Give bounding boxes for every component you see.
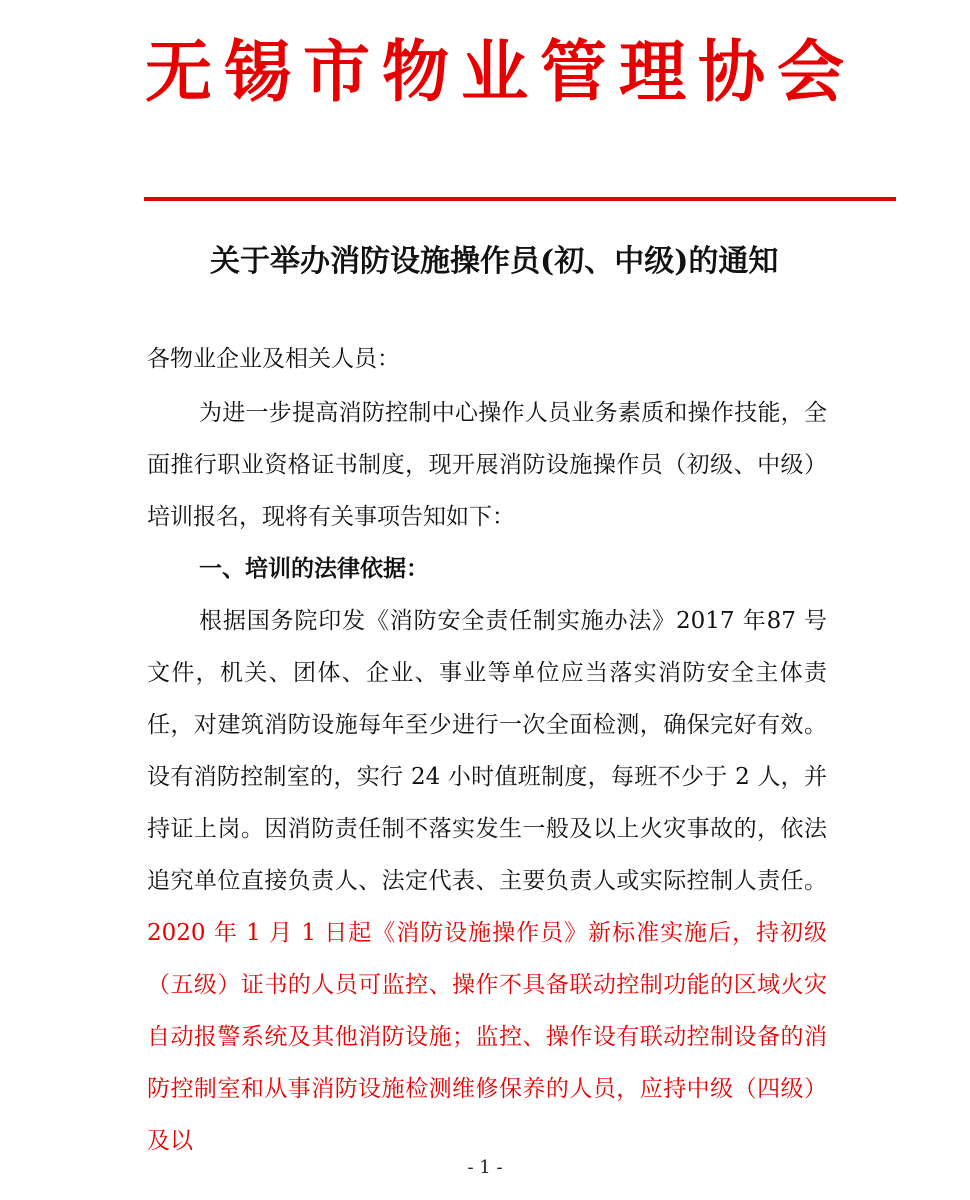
- notice-title: 关于举办消防设施操作员(初、中级)的通知: [210, 244, 779, 279]
- section-1-highlighted-text: 2020 年 1 月 1 日起《消防设施操作员》新标准实施后，持初级（五级）证书的人员可监控、操作不具备联动控制功能的区域火灾自动报警系统及其他消防设施；监控、操作设有联动控制设备的消防控制室和从事消防设施检测维修保养的人员，应持中级（四级）及以: [147, 920, 827, 1154]
- letterhead-red-rule: [144, 197, 896, 201]
- section-1-body-text: 根据国务院印发《消防安全责任制实施办法》2017 年87 号文件，机关、团体、企业、事业等单位应当落实消防安全主体责任，对建筑消防设施每年至少进行一次全面检测，确保完好有效。设有消防控制室的，实行 24 小时值班制度，每班不少于 2 人，并持证上岗。因消防责任制不落实发生一般及以上火灾事故的，依法追究单位直接负责人、法定代表、主要负责人或实际控制人责任。: [147, 608, 827, 894]
- intro-paragraph: 为进一步提高消防控制中心操作人员业务素质和操作技能，全面推行职业资格证书制度，现开展消防设施操作员（初级、中级）培训报名，现将有关事项告知如下：: [147, 400, 827, 530]
- page-number: - 1 -: [467, 1157, 503, 1178]
- salutation: 各物业企业及相关人员：: [147, 346, 400, 372]
- letterhead-org-name: 无锡市物业管理协会: [145, 32, 856, 111]
- section-1-heading: 一、培训的法律依据：: [199, 555, 429, 582]
- section-1-paragraph: [147, 595, 827, 1167]
